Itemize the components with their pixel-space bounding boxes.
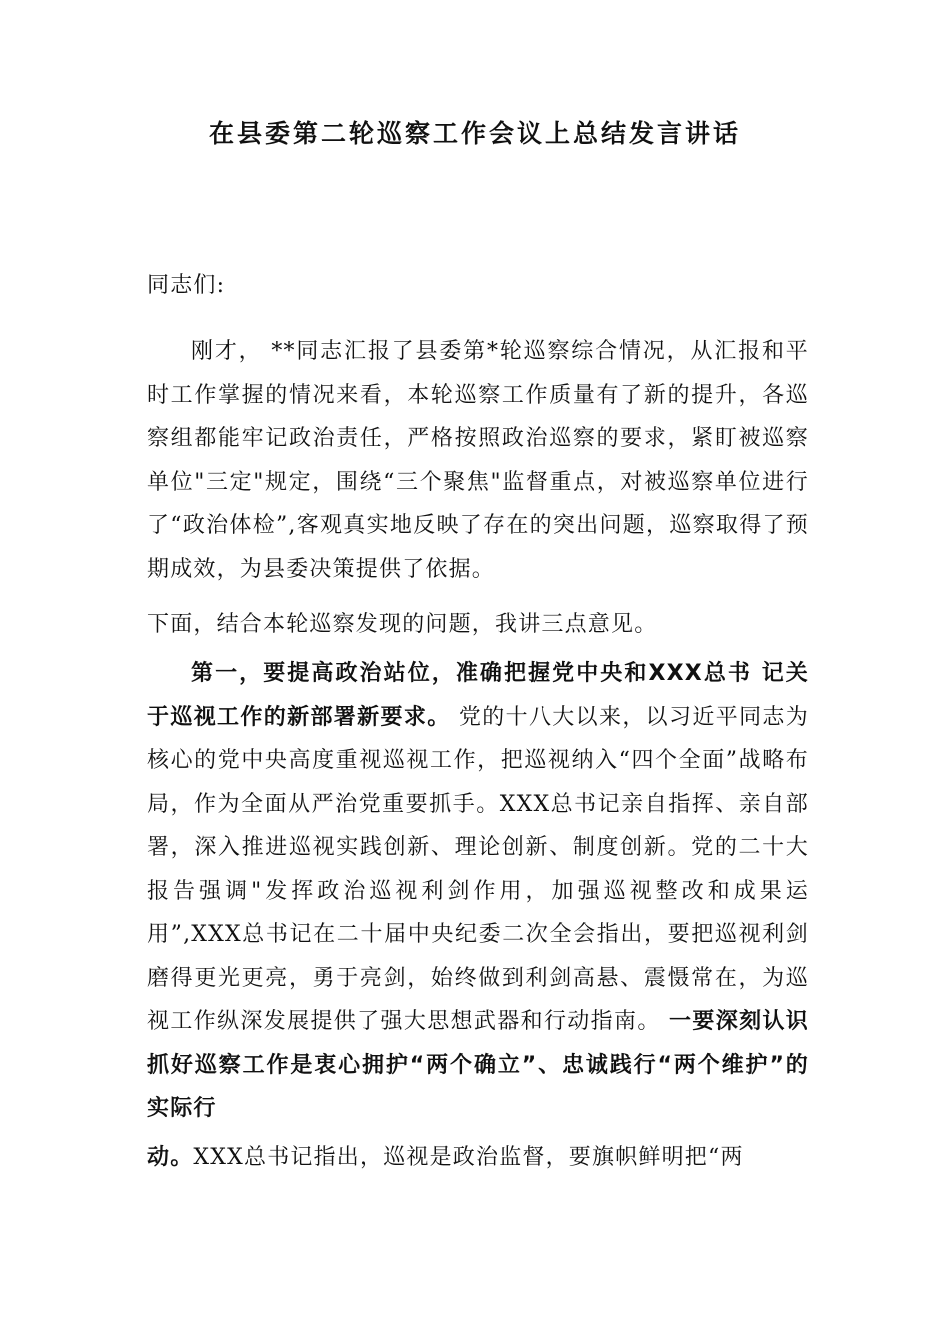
document-title: 在县委第二轮巡察工作会议上总结发言讲话 [208, 119, 741, 148]
paragraph-3-continuation [147, 1136, 809, 1180]
paragraph-3 [147, 652, 809, 1131]
paragraph-3-body: 党的十八大以来，以习近平同志为核心的党中央高度重视巡视工作，把巡视纳入“四个全面”战略布局，作为全面从严治党重要抓手。XXX总书记亲自指挥、亲自部署，深入推进巡视实践创新、理论创新、制度创新。党的二十大报告强调"发挥政治巡视利剑作用，加强巡视整改和成果运用”,XXX总书记在二十届中央纪委二次全会指出，要把巡视利剑磨得更光更亮，勇于亮剑，始终做到利剑高悬、震慑常在，为巡视工作纵深发展提供了强大思想武器和行动指南。 [147, 704, 809, 1034]
paragraph-3-tail-body: XXX总书记指出，巡视是政治监督，要旗帜鲜明把“两 [193, 1145, 744, 1170]
paragraph-3-subheading: 一要深刻认识抓好巡察工作是衷心拥护“两个确立”、忠诚践行“两个维护”的实际行 [147, 1009, 809, 1121]
salutation: 同志们: [147, 273, 226, 298]
paragraph-1: 刚才， **同志汇报了县委第*轮巡察综合情况，从汇报和平时工作掌握的情况来看，本轮巡察工作质量有了新的提升，各巡察组都能牢记政治责任，严格按照政治巡察的要求，紧盯被巡察单位"三定"规定，围绕“三个聚焦"监督重点，对被巡察单位进行了“政治体检”,客观真实地反映了存在的突出问题，巡察取得了预期成效，为县委决策提供了依据。 [147, 339, 809, 582]
paragraph-2: 下面，结合本轮巡察发现的问题，我讲三点意见。 [147, 612, 658, 637]
paragraph-3-heading: 第一，要提高政治站位，准确把握党中央和XXX总书 记关于巡视工作的新部署新要求。 [147, 661, 809, 730]
paragraph-3-tail-bold: 动。 [147, 1145, 194, 1170]
